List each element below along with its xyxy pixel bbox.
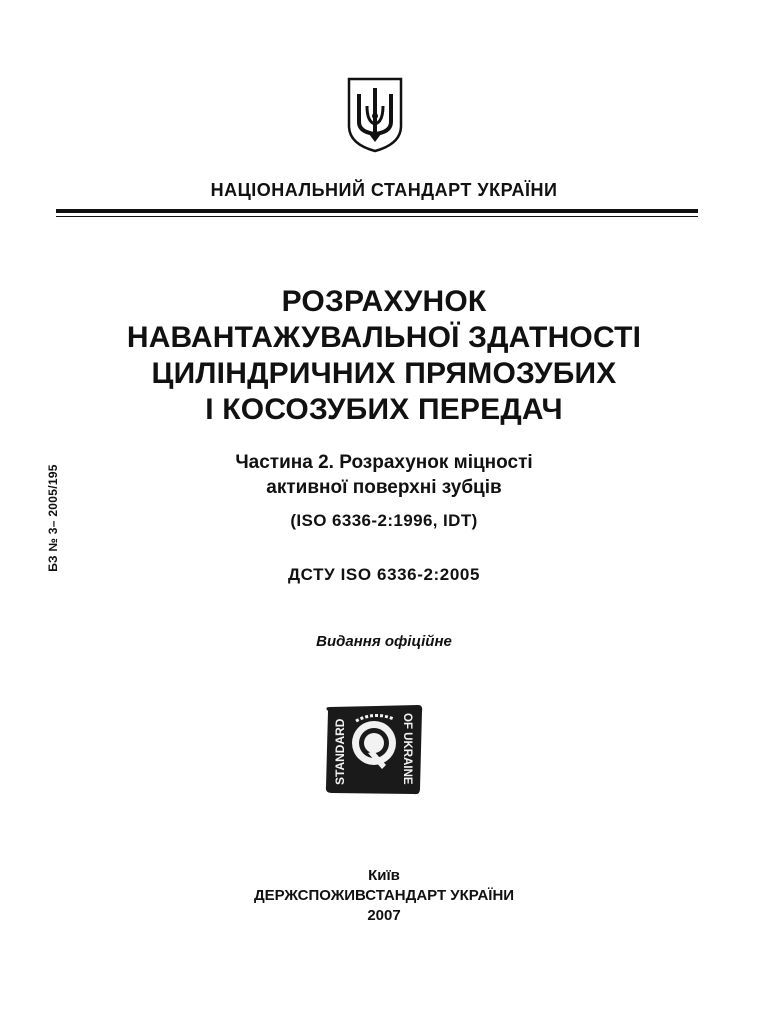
title-line: НАВАНТАЖУВАЛЬНОЇ ЗДАТНОСТІ <box>126 321 642 354</box>
standard-designation: ДСТУ ISO 6336-2:2005 <box>287 565 481 584</box>
document-title <box>0 284 768 428</box>
trident-emblem-icon <box>345 76 405 154</box>
header-rule-thick <box>56 209 698 213</box>
footer-year: 2007 <box>367 907 401 924</box>
publisher-footer <box>0 866 768 926</box>
footer-publisher: ДЕРЖСПОЖИВСТАНДАРТ УКРАЇНИ <box>253 887 515 904</box>
title-line: ЦИЛІНДРИЧНИХ ПРЯМОЗУБИХ <box>151 357 617 390</box>
iso-reference: (ISO 6336-2:1996, IDT) <box>290 511 478 530</box>
national-standard-heading: НАЦІОНАЛЬНИЙ СТАНДАРТ УКРАЇНИ <box>210 180 558 200</box>
footer-city: Київ <box>368 867 400 884</box>
mark-text-of-ukraine: OF UKRAINE <box>401 713 413 785</box>
title-line: РОЗРАХУНОК <box>281 285 487 318</box>
registration-stamp: БЗ № 3– 2005/195 <box>46 464 60 572</box>
part-line: Частина 2. Розрахунок міцності <box>235 452 533 473</box>
header-rule-thin <box>56 216 698 217</box>
document-part-subtitle <box>0 450 768 500</box>
part-line: активної поверхні зубців <box>266 477 502 498</box>
edition-note: Видання офіційне <box>316 633 452 650</box>
title-line: І КОСОЗУБИХ ПЕРЕДАЧ <box>205 393 563 426</box>
mark-text-standard: STANDARD <box>333 718 347 785</box>
standard-of-ukraine-mark-icon <box>322 703 424 796</box>
